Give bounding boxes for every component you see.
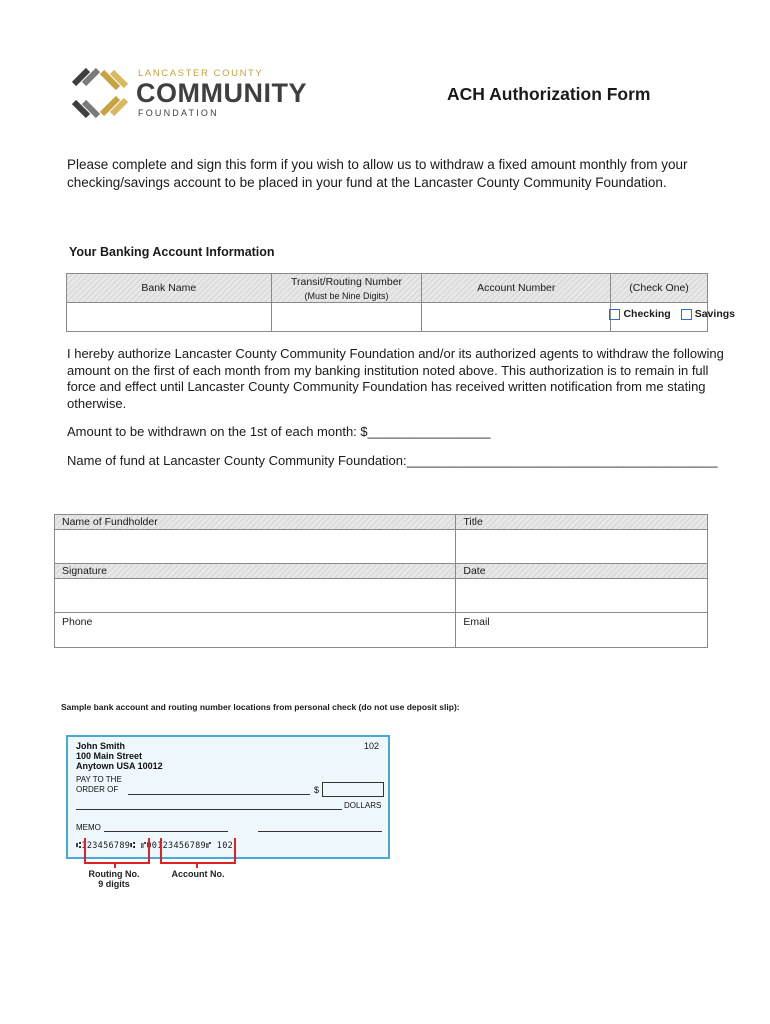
memo-label: MEMO (76, 823, 101, 832)
title-label: Title (456, 515, 708, 530)
checking-checkbox[interactable] (609, 309, 620, 320)
dollars-label: DOLLARS (344, 801, 382, 810)
checking-option[interactable] (609, 308, 670, 320)
email-label: Email (463, 616, 490, 628)
routing-number-field[interactable] (271, 303, 422, 332)
account-highlight (160, 838, 236, 864)
account-pointer (196, 862, 198, 868)
phone-field[interactable] (55, 613, 456, 648)
check-number: 102 (364, 741, 380, 751)
routing-caption-label: Routing No. (88, 869, 140, 879)
routing-number-header (271, 274, 422, 303)
signature-field[interactable] (55, 579, 456, 613)
routing-caption-sub: 9 digits (98, 879, 130, 889)
logo-mark-icon (68, 64, 130, 122)
routing-number-label: Transit/Routing Number (290, 275, 403, 288)
banking-section-title: Your Banking Account Information (69, 245, 275, 259)
savings-checkbox[interactable] (681, 309, 692, 320)
routing-number-sublabel: (Must be Nine Digits) (304, 290, 389, 301)
written-amount-line (76, 809, 342, 810)
amount-line[interactable]: Amount to be withdrawn on the 1st of each month: $_________________ (67, 424, 491, 439)
fund-name-line[interactable]: Name of fund at Lancaster County Community Foundation:___________________________________________ (67, 453, 718, 468)
email-field[interactable] (456, 613, 708, 648)
routing-highlight (84, 838, 150, 864)
savings-option[interactable] (681, 308, 735, 320)
date-field[interactable] (456, 579, 708, 613)
fundholder-name-field[interactable] (55, 530, 456, 564)
signature-label: Signature (55, 564, 456, 579)
signature-line (258, 831, 382, 832)
check-address-line1: 100 Main Street (76, 751, 143, 761)
check-owner-name: John Smith (76, 741, 125, 751)
fundholder-table (54, 514, 708, 648)
routing-pointer (114, 862, 116, 868)
logo-text-line2: COMMUNITY (136, 78, 307, 108)
bank-name-field[interactable] (67, 303, 272, 332)
order-of-label: ORDER OF (76, 785, 119, 794)
intro-paragraph: Please complete and sign this form if you wish to allow us to withdraw a fixed amount monthly from your checking/savings account to be placed in your fund at the Lancaster County Community Foundation. (67, 157, 688, 190)
logo-text-line3: FOUNDATION (138, 108, 219, 118)
date-label: Date (456, 564, 708, 579)
bank-name-header: Bank Name (67, 274, 272, 303)
account-type-options (560, 308, 739, 320)
memo-line (104, 831, 228, 832)
savings-label: Savings (694, 308, 735, 320)
title-field[interactable] (456, 530, 708, 564)
authorization-paragraph: I hereby authorize Lancaster County Community Foundation and/or its authorized agents to withdraw the following amount on the first of each month from my banking institution noted above. This authorization is to remain in full force and effect until Lancaster County Community Foundation has received written notification from me stating otherwise. (67, 346, 724, 411)
routing-caption (78, 869, 150, 889)
phone-label: Phone (62, 616, 93, 628)
pay-to-label: PAY TO THE (76, 775, 122, 784)
check-one-header: (Check One) (611, 274, 708, 303)
account-number-header: Account Number (422, 274, 611, 303)
micr-line: ⑆123456789⑆ ⑈00123456789⑈ 102 (76, 841, 234, 851)
fundholder-name-label: Name of Fundholder (55, 515, 456, 530)
amount-box (322, 782, 384, 797)
page-title: ACH Authorization Form (447, 84, 651, 104)
checking-label: Checking (623, 308, 671, 320)
account-caption: Account No. (171, 869, 225, 879)
payee-line (128, 794, 310, 795)
banking-table (66, 273, 708, 332)
logo-text-line1: LANCASTER COUNTY (138, 68, 264, 79)
foundation-logo (68, 64, 307, 122)
dollar-sign: $ (314, 785, 320, 795)
check-address-line2: Anytown USA 10012 (76, 761, 163, 771)
sample-check-caption: Sample bank account and routing number locations from personal check (do not use deposit slip): (61, 702, 460, 712)
